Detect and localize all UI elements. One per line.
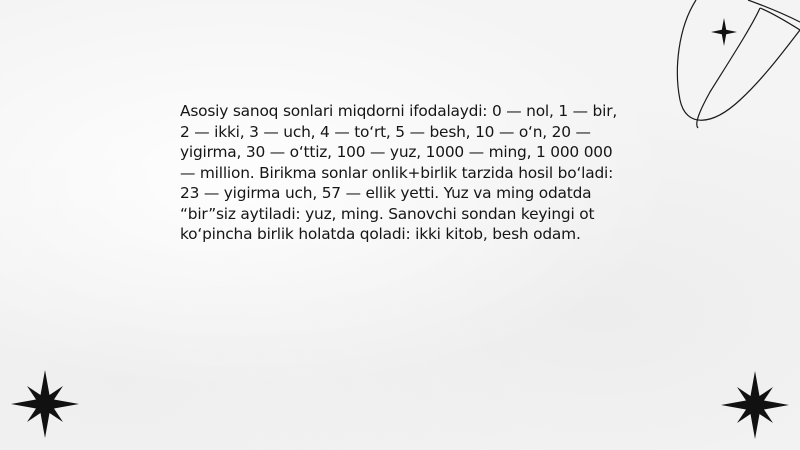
orbit-sparkle-icon <box>660 0 800 150</box>
four-point-star-icon <box>11 370 79 438</box>
four-point-star-icon <box>721 371 789 439</box>
body-text: Asosiy sanoq sonlari miqdorni ifodalaydi: 0 — nol, 1 — bir, 2 — ikki, 3 — uch, 4 — to‘rt, 5 — besh, 10 — o‘n, 20 — yigirma, 30 — o‘ttiz, 100 — yuz, 1000 — ming, 1 000 000 — million. Birikma sonlar onlik+birlik tarzida hosil bo‘ladi: 23 — yigirma uch, 57 — ellik yetti. Yuz va ming odatda “bir”siz aytiladi: yuz, ming. Sanovchi sondan keyingi ot ko‘pincha birlik holatda qoladi: ikki kitob, besh odam. <box>180 102 618 243</box>
